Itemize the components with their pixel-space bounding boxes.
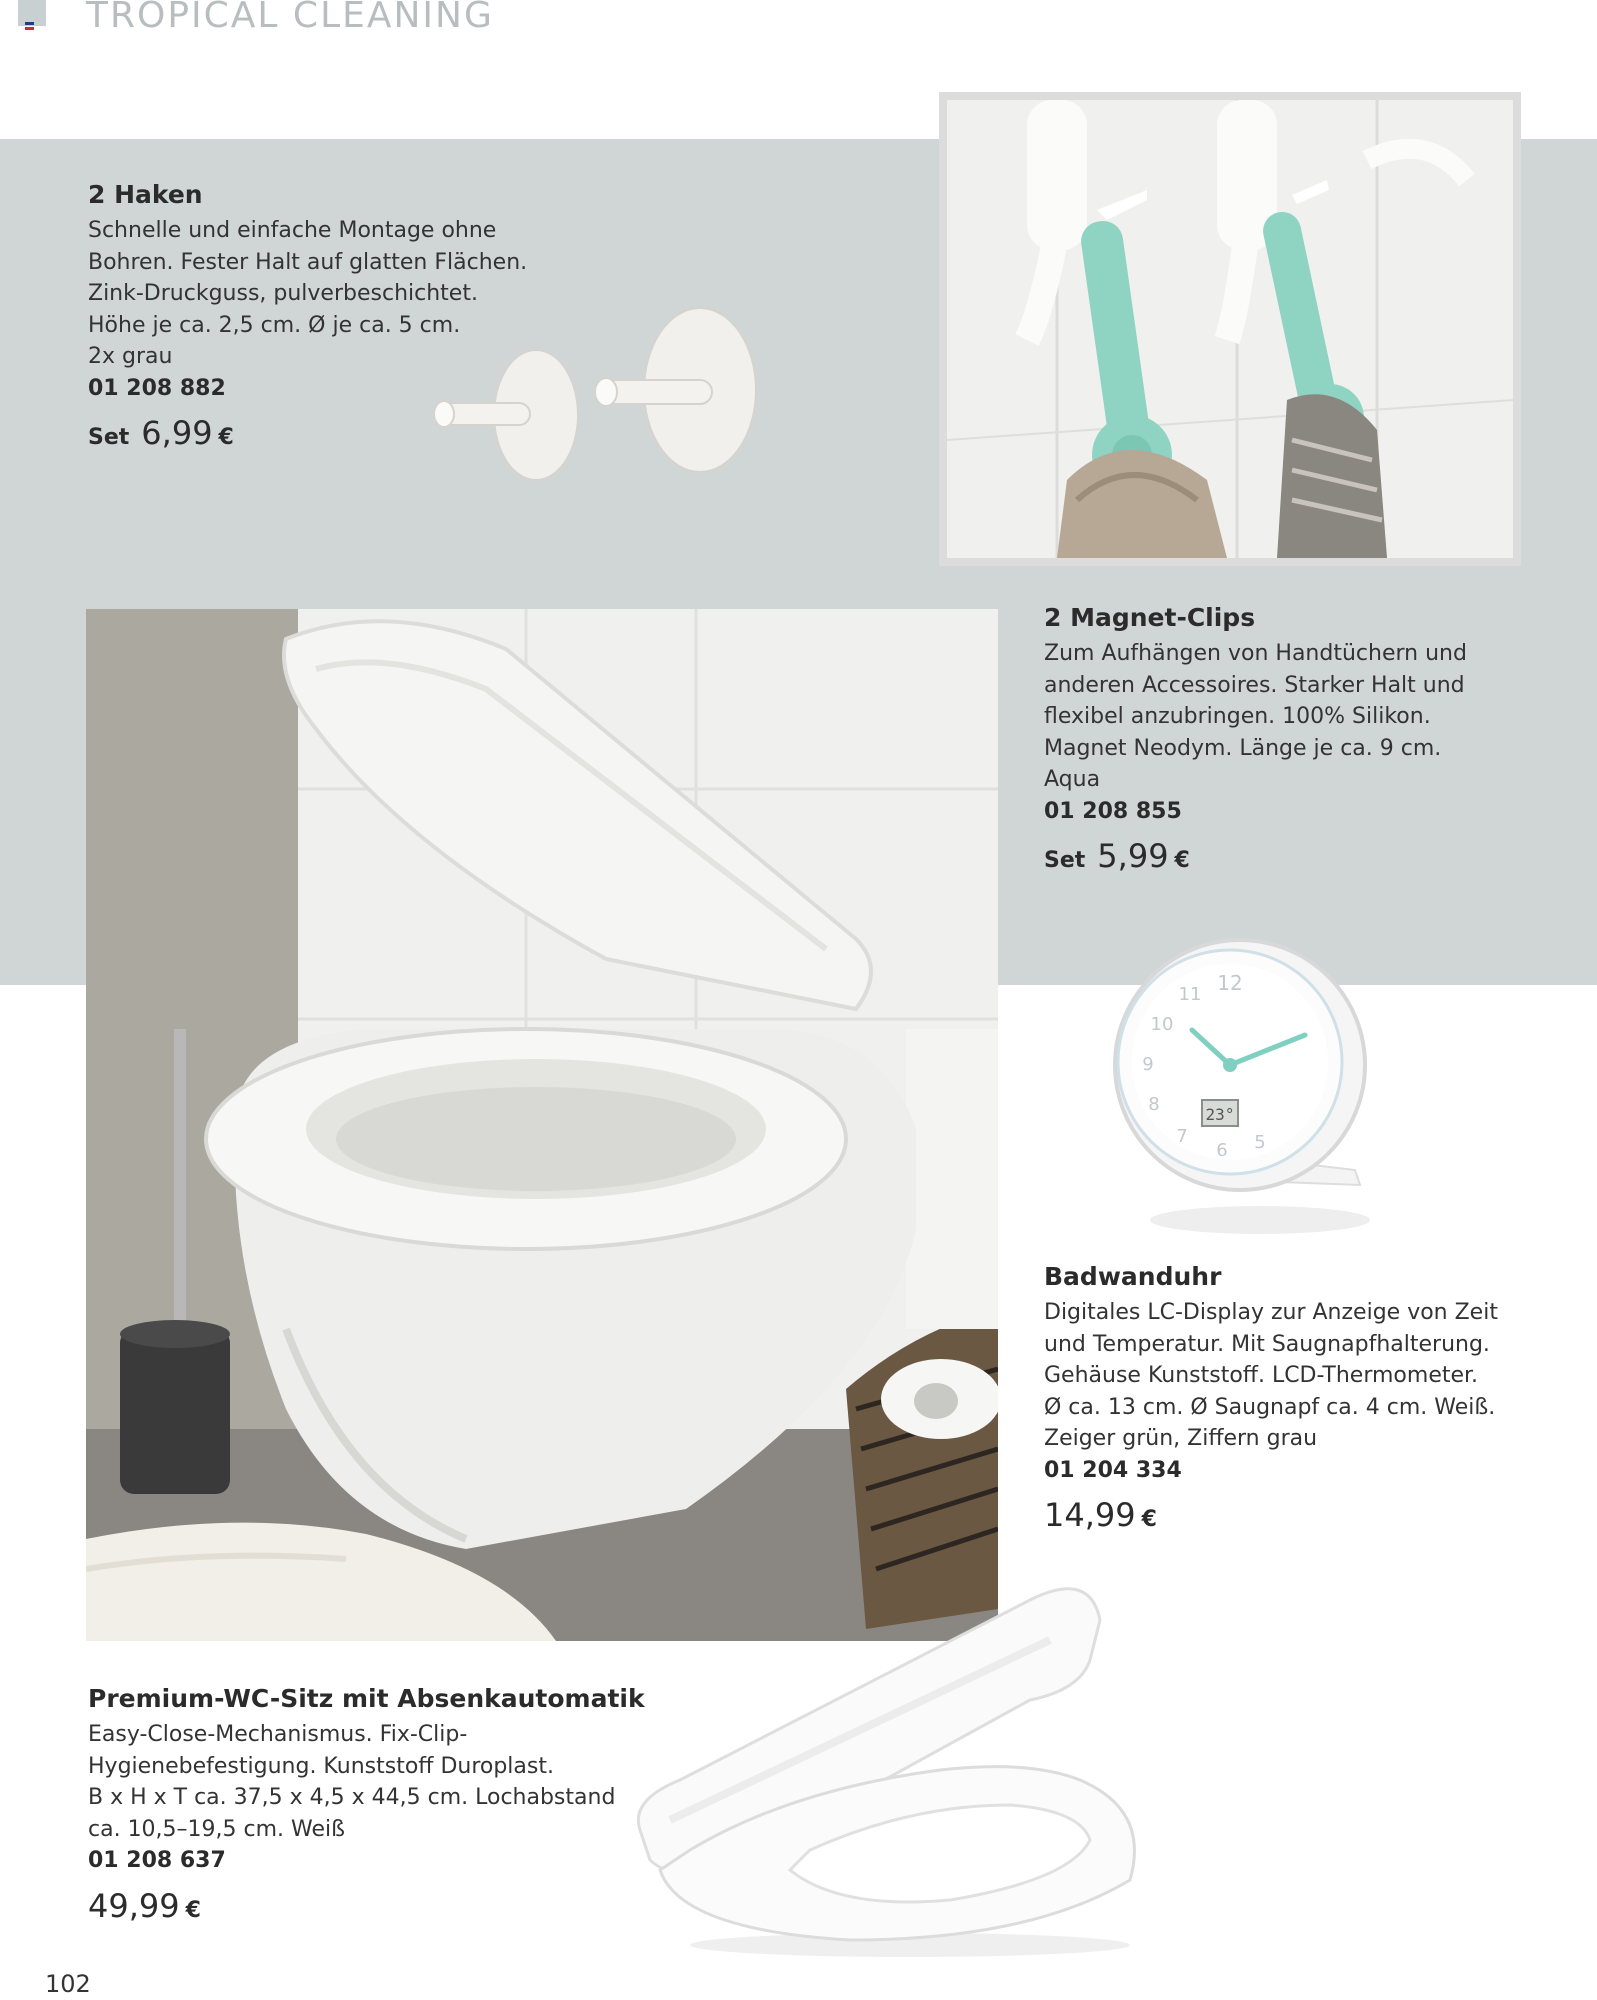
hooks-price-prefix: Set xyxy=(88,425,130,450)
svg-text:6: 6 xyxy=(1216,1140,1228,1161)
svg-text:8: 8 xyxy=(1148,1094,1160,1115)
hooks-product-block xyxy=(88,180,588,452)
hooks-price-value: 6,99 xyxy=(141,414,213,452)
wc-seat-lifestyle-photo xyxy=(86,609,998,1641)
magnet-clips-desc-line: Zum Aufhängen von Handtüchern und xyxy=(1044,641,1467,666)
clock-desc-line: Zeiger grün, Ziffern grau xyxy=(1044,1426,1318,1451)
hooks-description xyxy=(88,215,588,373)
magnet-clips-desc-line: flexibel anzubringen. 100% Silikon. xyxy=(1044,704,1431,729)
wc-seat-desc-line: Easy-Close-Mechanismus. Fix-Clip- xyxy=(88,1722,468,1747)
magnet-clips-lifestyle-photo xyxy=(939,92,1521,566)
clock-desc-line: Gehäuse Kunststoff. LCD-Thermometer. xyxy=(1044,1363,1479,1388)
hooks-title: 2 Haken xyxy=(88,180,203,209)
magnet-clips-product-block xyxy=(1044,603,1564,875)
hooks-sku: 01 208 882 xyxy=(88,375,226,401)
section-title: TROPICAL CLEANING xyxy=(86,0,494,36)
magnet-clips-title: 2 Magnet-Clips xyxy=(1044,603,1256,632)
clock-title: Badwanduhr xyxy=(1044,1262,1222,1291)
hooks-desc-line: Höhe je ca. 2,5 cm. Ø je ca. 5 cm. xyxy=(88,312,461,338)
wc-seat-title: Premium-WC-Sitz mit Absenkautomatik xyxy=(88,1684,645,1713)
hooks-desc-line: Bohren. Fester Halt auf glatten Flächen. xyxy=(88,249,528,275)
clock-product-block xyxy=(1044,1262,1574,1534)
magnet-clips-desc-line: Magnet Neodym. Länge je ca. 9 cm. xyxy=(1044,735,1442,761)
svg-text:5: 5 xyxy=(1254,1132,1266,1153)
clock-display-reading: 23° xyxy=(1205,1105,1235,1124)
magnet-clips-price xyxy=(1044,837,1564,875)
clock-sku: 01 204 334 xyxy=(1044,1457,1182,1483)
clock-desc-line: Digitales LC-Display zur Anzeige von Zeit xyxy=(1044,1300,1498,1325)
clock-product-image xyxy=(1110,930,1380,1240)
magnet-clips-sku: 01 208 855 xyxy=(1044,798,1182,824)
clock-price-currency: € xyxy=(1141,1507,1157,1532)
wc-seat-price-currency: € xyxy=(185,1897,201,1923)
wc-seat-product-block xyxy=(88,1684,648,1925)
clock-price xyxy=(1044,1496,1574,1534)
wc-seat-desc-line: Hygienebefestigung. Kunststoff Duroplast. xyxy=(88,1753,554,1779)
magnet-clips-price-prefix: Set xyxy=(1044,848,1086,873)
svg-text:9: 9 xyxy=(1142,1054,1154,1075)
magnet-clips-price-currency: € xyxy=(1174,848,1190,873)
svg-text:12: 12 xyxy=(1217,971,1243,995)
wc-seat-description xyxy=(88,1719,648,1845)
clock-description xyxy=(1044,1297,1574,1455)
wc-seat-desc-line: ca. 10,5–19,5 cm. Weiß xyxy=(88,1816,346,1842)
svg-text:10: 10 xyxy=(1150,1014,1174,1035)
svg-text:11: 11 xyxy=(1178,984,1202,1005)
hooks-price-currency: € xyxy=(218,425,234,450)
hooks-desc-line: Schnelle und einfache Montage ohne xyxy=(88,218,497,243)
section-marker-icon xyxy=(18,0,46,26)
magnet-clips-price-value: 5,99 xyxy=(1097,837,1169,875)
wc-seat-price xyxy=(88,1887,648,1925)
clock-desc-line: und Temperatur. Mit Saugnapfhalterung. xyxy=(1044,1331,1490,1357)
hooks-price xyxy=(88,414,588,452)
wc-seat-price-value: 49,99 xyxy=(88,1886,180,1925)
hooks-desc-line: Zink-Druckguss, pulverbeschichtet. xyxy=(88,281,478,306)
page-number: 102 xyxy=(45,1970,91,1998)
magnet-clips-desc-line: Aqua xyxy=(1044,767,1101,792)
wc-seat-product-image xyxy=(610,1580,1140,1960)
magnet-clips-description xyxy=(1044,638,1564,796)
wc-seat-sku: 01 208 637 xyxy=(88,1848,226,1873)
wc-seat-desc-line: B x H x T ca. 37,5 x 4,5 x 44,5 cm. Lochabstand xyxy=(88,1785,616,1810)
clock-desc-line: Ø ca. 13 cm. Ø Saugnapf ca. 4 cm. Weiß. xyxy=(1044,1394,1496,1420)
hooks-desc-line: 2x grau xyxy=(88,344,173,369)
clock-price-value: 14,99 xyxy=(1044,1496,1136,1534)
svg-text:7: 7 xyxy=(1176,1126,1188,1147)
magnet-clips-desc-line: anderen Accessoires. Starker Halt und xyxy=(1044,672,1465,698)
